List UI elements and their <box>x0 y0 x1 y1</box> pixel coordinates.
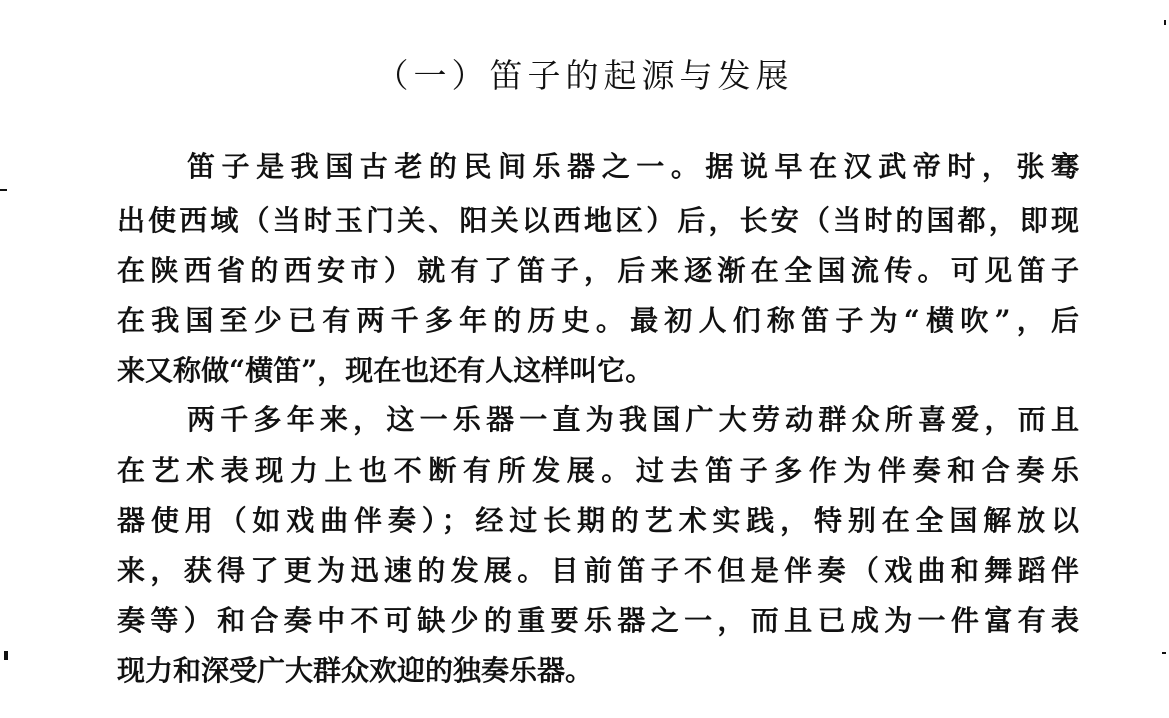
paragraph-line: 现力和深受广大群众欢迎的独奏乐器。 <box>117 654 594 687</box>
scan-artifact <box>1162 652 1166 654</box>
paragraph-line: 来又称做“横笛”，现在也还有人这样叫它。 <box>117 354 654 387</box>
paragraph-line: 两千多年来，这一乐器一直为我国广大劳动群众所喜爱，而且 <box>187 403 1079 436</box>
paragraph-line: 出使西域（当时玉门关、阳关以西地区）后，长安（当时的国都，即现 <box>117 204 1079 237</box>
section-title: （一）笛子的起源与发展 <box>375 56 794 95</box>
paragraph-line: 来，获得了更为迅速的发展。目前笛子不但是伴奏（戏曲和舞蹈伴 <box>117 554 1079 587</box>
scan-artifact <box>0 189 7 191</box>
paragraph-line: 器使用（如戏曲伴奏）；经过长期的艺术实践，特别在全国解放以 <box>117 504 1079 537</box>
paragraph-line: 奏等）和合奏中不可缺少的重要乐器之一，而且已成为一件富有表 <box>117 604 1079 637</box>
paragraph-line: 在我国至少已有两千多年的历史。最初人们称笛子为“横吹”，后 <box>117 304 1079 337</box>
paragraph-line: 在艺术表现力上也不断有所发展。过去笛子多作为伴奏和合奏乐 <box>117 454 1079 487</box>
scan-artifact <box>4 651 8 660</box>
scan-artifact <box>1164 20 1166 25</box>
paragraph-line: 笛子是我国古老的民间乐器之一。据说早在汉武帝时，张骞 <box>187 150 1079 183</box>
paragraph-line: 在陕西省的西安市）就有了笛子，后来逐渐在全国流传。可见笛子 <box>117 254 1079 287</box>
